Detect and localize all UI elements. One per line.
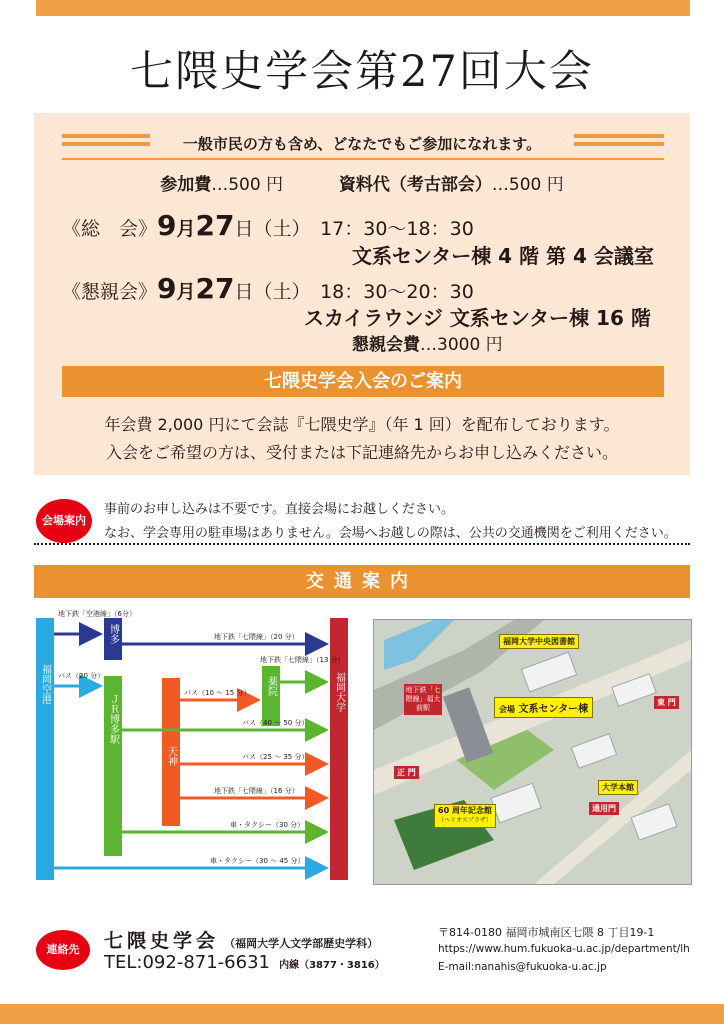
social-month-unit: 月 (176, 281, 196, 303)
label-car-30: 車・タクシー（30 分） (230, 821, 305, 829)
contact-email[interactable]: E-mail:nanahis@fukuoka-u.ac.jp (438, 961, 607, 973)
fee-label: 参加費 (160, 175, 212, 195)
general-meeting-day: 27 (195, 209, 235, 242)
transport-heading: 交通案内 (34, 565, 690, 598)
venue-notice-line-2: なお、学会専用の駐車場はありません。会場へお越しの際は、公共の交通機関をご利用ください。 (104, 526, 677, 541)
campus-map (373, 619, 692, 885)
page-title: 七隈史学会第27回大会 (130, 47, 594, 97)
yakuin-bar (262, 666, 280, 726)
fees-line (0, 170, 724, 195)
general-meeting-place: 文系センター棟 4 階 第 4 会議室 (352, 244, 654, 268)
contact-badge: 連絡先 (36, 930, 90, 970)
top-decor-bar (36, 0, 690, 16)
library-label: 福岡大学中央図書館 (499, 634, 579, 649)
main-gate-label: 正 門 (394, 766, 419, 779)
fee-value: …500 円 (211, 175, 284, 195)
label-subway-20: 地下鉄「七隈線」（20 分） (214, 633, 299, 641)
general-meeting-month-unit: 月 (176, 218, 196, 240)
label-tenjin: 天神 (165, 746, 177, 766)
label-car-30-45: 車・タクシー（30 〜 45 分） (210, 857, 305, 865)
label-univ: 福岡大学 (333, 672, 345, 712)
decor-stripe (62, 142, 162, 146)
social-line (62, 272, 474, 305)
contact-org-line (104, 926, 378, 953)
airport-bar (36, 618, 54, 880)
contact-tel: TEL:092-871-6631 (104, 952, 270, 973)
decor-rule (62, 158, 664, 160)
hall-name: 60 周年記念館 (438, 806, 492, 815)
general-meeting-month: 9 (157, 209, 177, 242)
dotted-divider (34, 543, 690, 545)
label-yakuin: 薬院 (265, 676, 277, 696)
social-label: 《懇親会》 (62, 281, 158, 303)
social-fee (352, 330, 503, 355)
social-place: スカイラウンジ 文系センター棟 16 階 (304, 306, 651, 330)
material-label: 資料代（考古部会） (338, 175, 492, 195)
membership-heading: 七隈史学会入会のご案内 (62, 366, 664, 397)
general-meeting-label: 《総 会》 (62, 218, 158, 240)
social-month: 9 (157, 272, 177, 305)
decor-stripe (560, 134, 664, 138)
subway-station-label: 地下鉄「七隈線」福大前駅 (404, 684, 442, 715)
intro-lead: 一般市民の方も含め、どなたでもご参加になれます。 (150, 133, 574, 154)
decor-stripe (62, 134, 162, 138)
venue-badge: 会場案内 (36, 499, 92, 543)
bottom-decor-bar (0, 1004, 724, 1024)
label-subway-13: 地下鉄「七隈線」（13 分） (260, 656, 345, 664)
material-value: …500 円 (491, 175, 564, 195)
label-bus-10-15: バス（10 〜 15 分） (184, 689, 251, 697)
transport-diagram (34, 606, 370, 890)
label-hakata: 博多 (107, 624, 119, 644)
contact-address: 〒814-0180 福岡市城南区七隈 8 丁目19-1 (438, 926, 655, 939)
label-airport: 福岡空港 (39, 664, 51, 704)
decor-stripe (560, 142, 664, 146)
general-meeting-weekday: 日（土） (234, 218, 311, 240)
hall-label (434, 804, 496, 828)
social-time: 18：30〜20：30 (320, 281, 474, 303)
campus-map-art (374, 620, 691, 884)
venue-label (494, 697, 593, 718)
social-fee-label: 懇親会費 (352, 335, 420, 355)
contact-tel-line (104, 952, 385, 973)
label-subway-airport: 地下鉄「空港線」（6分） (58, 610, 136, 618)
venue-tag: 会場 (499, 705, 515, 714)
general-meeting-time: 17：30〜18：30 (320, 218, 474, 240)
contact-dept: （福岡大学人文学部歴史学科） (224, 937, 379, 950)
membership-line-2: 入会をご希望の方は、受付または下記連絡先からお申し込みください。 (105, 443, 618, 462)
main-building-label: 大学本館 (598, 780, 638, 795)
label-jr-hakata: ＪＲ博多駅 (107, 694, 119, 744)
social-fee-value: …3000 円 (420, 335, 503, 355)
social-day: 27 (195, 272, 235, 305)
social-weekday: 日（土） (234, 281, 311, 303)
contact-url[interactable]: https://www.hum.fukuoka-u.ac.jp/department/lh (438, 943, 690, 955)
membership-line-1: 年会費 2,000 円にて会誌『七隈史学』（年 1 回）を配布しております。 (104, 415, 620, 434)
label-bus-25-35: バス（25 〜 35 分） (242, 753, 309, 761)
contact-org: 七隈史学会 (104, 930, 220, 952)
venue-name: 文系センター棟 (518, 704, 589, 715)
hall-sub: （ヘリオスプラザ） (438, 817, 492, 824)
side-gate-label: 通用門 (589, 802, 619, 815)
label-bus-40-50: バス（40 〜 50 分） (242, 719, 309, 727)
label-bus-airport: バス（20 分） (58, 672, 105, 680)
venue-notice-line-1: 事前のお申し込みは不要です。直接会場にお越しください。 (104, 502, 454, 517)
label-subway-16: 地下鉄「七隈線」（16 分） (214, 787, 299, 795)
general-meeting-line (62, 209, 474, 242)
east-gate-label: 東 門 (654, 696, 679, 709)
contact-ext: 内線（3877・3816） (279, 960, 385, 971)
